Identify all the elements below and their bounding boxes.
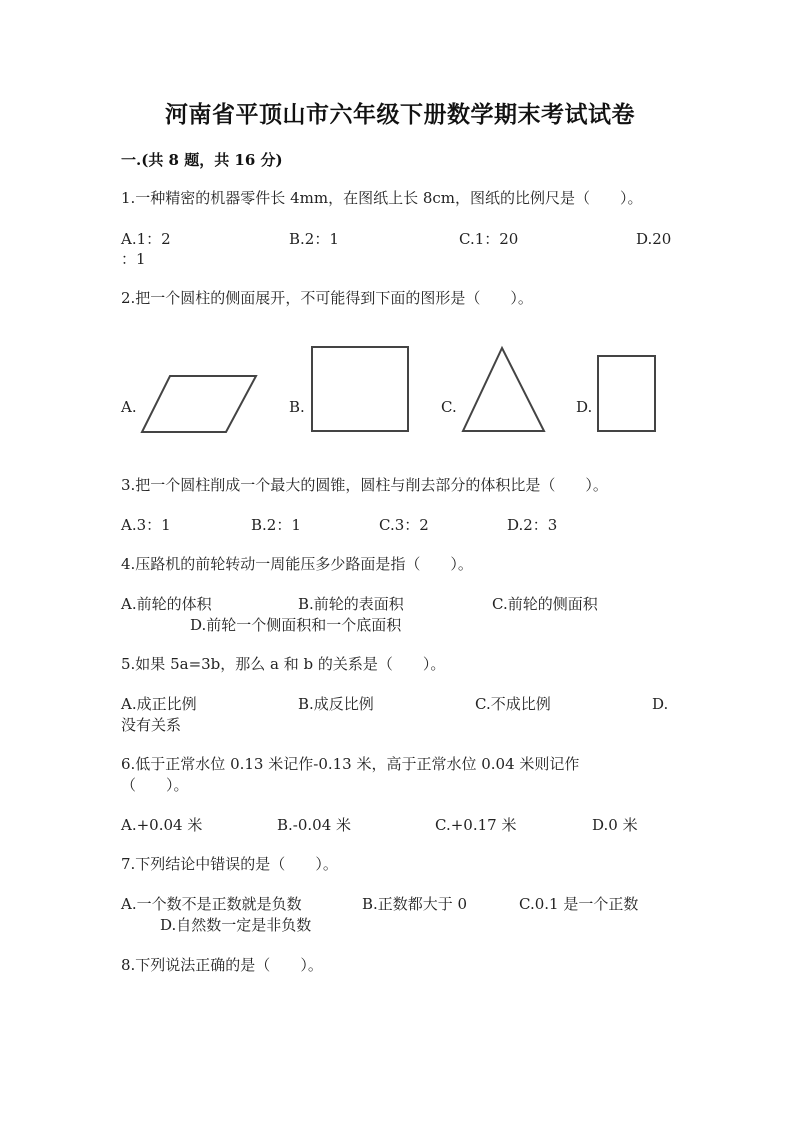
question-6-option-a: A.+0.04 米: [121, 816, 203, 834]
exam-title: 河南省平顶山市六年级下册数学期末考试试卷: [165, 101, 635, 128]
question-2-stem: 2.把一个圆柱的侧面展开，不可能得到下面的图形是（ ）。: [121, 289, 533, 307]
question-6-option-b: B.-0.04 米: [277, 816, 352, 834]
question-6-stem-wrap: （ ）。: [121, 776, 189, 794]
question-1-option-d: D.20: [636, 230, 672, 248]
question-8-stem: 8.下列说法正确的是（ ）。: [121, 956, 323, 974]
question-3-option-c: C.3：2: [379, 516, 429, 534]
question-3-option-b: B.2：1: [251, 516, 301, 534]
question-1-option-d-wrap: ：1: [121, 250, 146, 268]
question-2-option-a: A.: [121, 398, 137, 416]
question-4-stem: 4.压路机的前轮转动一周能压多少路面是指（ ）。: [121, 555, 473, 573]
square-figure: [310, 345, 412, 435]
question-3-option-a: A.3：1: [121, 516, 171, 534]
question-1-option-b: B.2：1: [289, 230, 339, 248]
question-7-option-c: C.0.1 是一个正数: [519, 895, 639, 913]
parallelogram-figure: [140, 372, 260, 436]
question-5-option-d: D.: [652, 695, 669, 713]
question-6-stem: 6.低于正常水位 0.13 米记作-0.13 米，高于正常水位 0.04 米则记作: [121, 755, 580, 773]
question-4-option-a: A.前轮的体积: [121, 595, 212, 613]
question-4-option-b: B.前轮的表面积: [298, 595, 404, 613]
question-6-option-d: D.0 米: [592, 816, 638, 834]
question-3-option-d: D.2：3: [507, 516, 558, 534]
question-2-option-b: B.: [289, 398, 305, 416]
section-heading: 一.(共 8 题，共 16 分): [121, 151, 283, 169]
question-3-stem: 3.把一个圆柱削成一个最大的圆锥，圆柱与削去部分的体积比是（ ）。: [121, 476, 608, 494]
question-6-option-c: C.+0.17 米: [435, 816, 517, 834]
question-5-option-a: A.成正比例: [121, 695, 197, 713]
question-7-option-d: D.自然数一定是非负数: [160, 916, 312, 934]
question-7-option-a: A.一个数不是正数就是负数: [121, 895, 302, 913]
triangle-figure: [460, 345, 548, 435]
question-2-option-d: D.: [576, 398, 593, 416]
question-7-stem: 7.下列结论中错误的是（ ）。: [121, 855, 338, 873]
question-4-option-d: D.前轮一个侧面积和一个底面积: [190, 616, 402, 634]
question-5-option-d-wrap: 没有关系: [121, 716, 182, 734]
question-5-option-b: B.成反比例: [298, 695, 374, 713]
question-5-option-c: C.不成比例: [475, 695, 551, 713]
question-5-stem: 5.如果 5a=3b，那么 a 和 b 的关系是（ ）。: [121, 655, 446, 673]
question-1-stem: 1.一种精密的机器零件长 4mm，在图纸上长 8cm，图纸的比例尺是（ ）。: [121, 189, 643, 207]
question-7-option-b: B.正数都大于 0: [362, 895, 468, 913]
question-2-option-c: C.: [441, 398, 457, 416]
question-1-option-c: C.1：20: [459, 230, 519, 248]
question-4-option-c: C.前轮的侧面积: [492, 595, 598, 613]
rectangle-figure: [596, 354, 658, 434]
question-1-option-a: A.1：2: [121, 230, 171, 248]
